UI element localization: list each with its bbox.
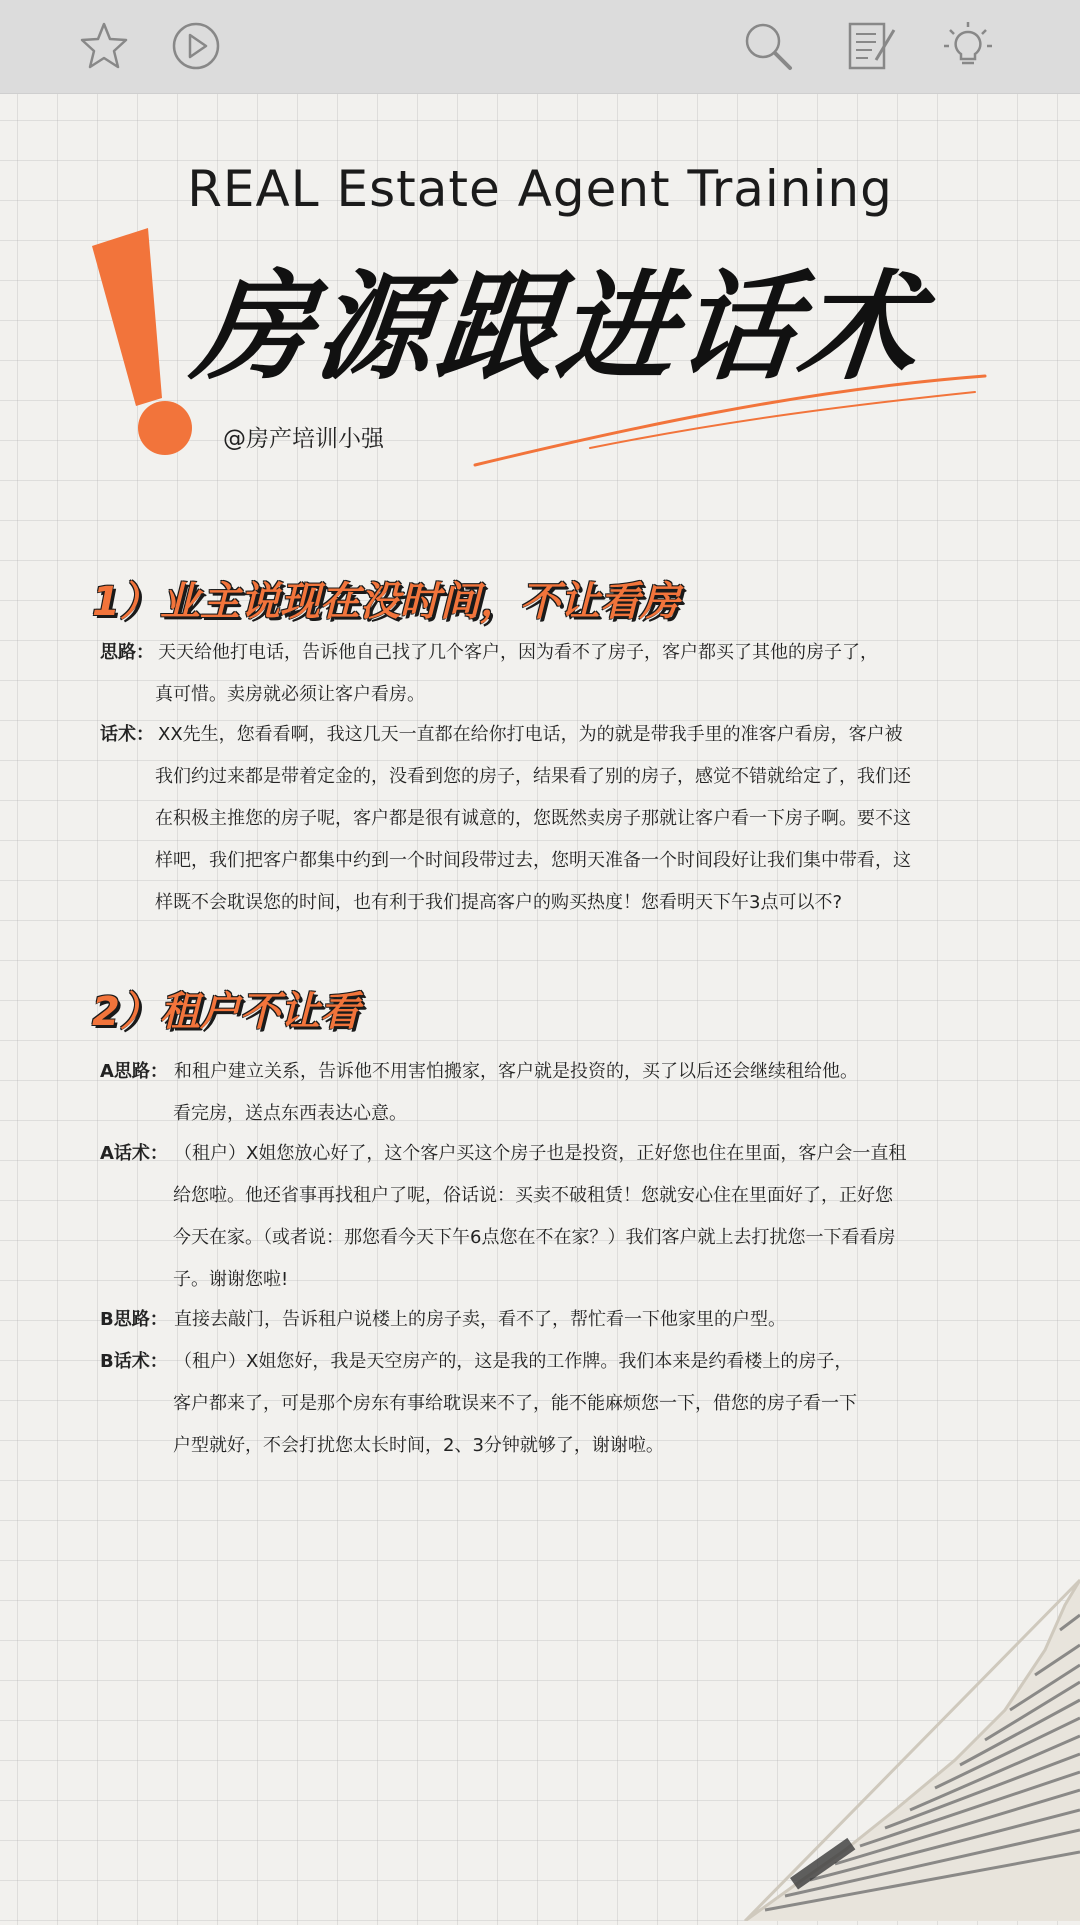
text-line: （租户）X姐您放心好了，这个客户买这个房子也是投资，正好您也住在里面，客户会一直租 [174, 1143, 907, 1164]
text-line: XX先生，您看看啊，我这几天一直都在给你打电话，为的就是带我手里的准客户看房，客户被 [158, 724, 903, 745]
item-label: 话术： [100, 724, 154, 745]
item-label: A思路： [100, 1061, 168, 1082]
torn-newspaper-decoration [705, 1560, 1080, 1921]
item-label: B思路： [100, 1309, 168, 1330]
text-line: 在积极主推您的房子呢，客户都是很有诚意的，您既然卖房子那就让客户看一下房子啊。要不这 [155, 808, 911, 829]
section-heading: 2）租户不让看 [92, 989, 360, 1035]
lightbulb-icon[interactable] [942, 20, 994, 72]
text-line: （租户）X姐您好，我是天空房产的，这是我的工作牌。我们本来是约看楼上的房子， [174, 1351, 853, 1372]
text-line: 真可惜。卖房就必须让客户看房。 [155, 684, 425, 705]
exclamation-mark-icon [80, 228, 210, 458]
item-label: 思路： [100, 642, 154, 663]
search-icon[interactable] [742, 20, 794, 72]
text-line: 户型就好，不会打扰您太长时间，2、3分钟就够了，谢谢啦。 [173, 1435, 664, 1456]
top-toolbar [0, 0, 1080, 94]
text-line: 天天给他打电话，告诉他自己找了几个客户，因为看不了房子，客户都买了其他的房子了， [158, 642, 878, 663]
notes-icon[interactable] [846, 20, 898, 72]
item-label: A话术： [100, 1143, 168, 1164]
text-line: 客户都来了，可是那个房东有事给耽误来不了，能不能麻烦您一下，借您的房子看一下 [173, 1393, 857, 1414]
play-icon[interactable] [170, 20, 222, 72]
subtitle: REAL Estate Agent Training [187, 160, 893, 218]
text-line: 我们约过来都是带着定金的，没看到您的房子，结果看了别的房子，感觉不错就给定了，我们还 [155, 766, 911, 787]
text-line: 直接去敲门，告诉租户说楼上的房子卖，看不了，帮忙看一下他家里的户型。 [174, 1309, 786, 1330]
text-line: 和租户建立关系，告诉他不用害怕搬家，客户就是投资的，买了以后还会继续租给他。 [174, 1061, 858, 1082]
text-line: 看完房，送点东西表达心意。 [173, 1103, 407, 1124]
text-line: 样吧，我们把客户都集中约到一个时间段带过去，您明天准备一个时间段好让我们集中带看，这 [155, 850, 911, 871]
text-line: 子。谢谢您啦! [173, 1269, 289, 1290]
swoosh-underline [470, 370, 990, 480]
star-icon[interactable] [78, 20, 130, 72]
section-heading: 1）业主说现在没时间，不让看房 [92, 579, 680, 625]
item-label: B话术： [100, 1351, 168, 1372]
author-handle: @房产培训小强 [223, 426, 384, 452]
page-title: 房源跟进话术 [187, 258, 929, 396]
text-line: 给您啦。他还省事再找租户了呢，俗话说：买卖不破租赁！您就安心住在里面好了，正好您 [173, 1185, 893, 1206]
text-line: 今天在家。（或者说：那您看今天下午6点您在不在家？）我们客户就上去打扰您一下看看房 [173, 1227, 896, 1248]
text-line: 样既不会耽误您的时间，也有利于我们提高客户的购买热度！您看明天下午3点可以不? [155, 892, 843, 913]
